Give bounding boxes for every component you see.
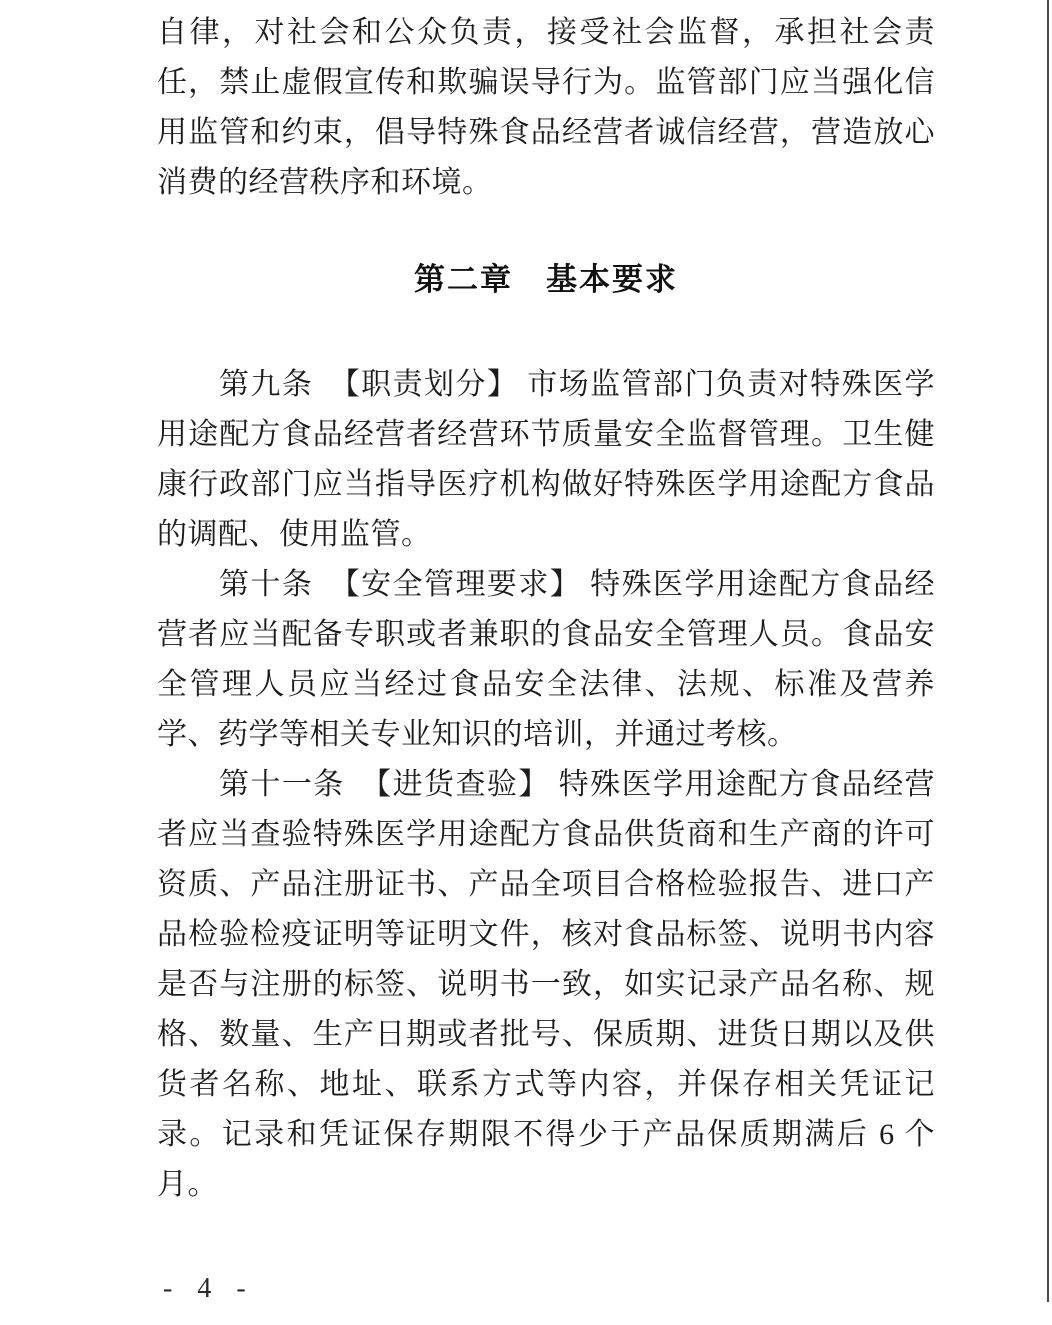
paragraph-continuation: 自律，对社会和公众负责，接受社会监督，承担社会责任，禁止虚假宣传和欺骗误导行为。监管部门应当强化信用监管和约束，倡导特殊食品经营者诚信经营，营造放心消费的经营秩序和环境。: [157, 16, 935, 199]
article-paragraph-10: 第十条 【安全管理要求】 特殊医学用途配方食品经营者应当配备专职或者兼职的食品安全管理人员。食品安全管理人员应当经过食品安全法律、法规、标准及营养学、药学等相关专业知识的培训，并通过考核。: [157, 568, 935, 751]
page-scan-edge-line: [1047, 0, 1049, 1302]
page-number: - 4 -: [163, 1273, 255, 1304]
chapter-heading: 第二章 基本要求: [414, 262, 678, 297]
article-paragraph-11: 第十一条 【进货查验】 特殊医学用途配方食品经营者应当查验特殊医学用途配方食品供货商和生产商的许可资质、产品注册证书、产品全项目合格检验报告、进口产品检验检疫证明等证明文件，核对食品标签、说明书内容是否与注册的标签、说明书一致，如实记录产品名称、规格、数量、生产日期或者批号、保质期、进货日期以及供货者名称、地址、联系方式等内容，并保存相关凭证记录。记录和凭证保存期限不得少于产品保质期满后 6 个月。: [157, 768, 935, 1201]
article-paragraph-9: 第九条 【职责划分】 市场监管部门负责对特殊医学用途配方食品经营者经营环节质量安全监督管理。卫生健康行政部门应当指导医疗机构做好特殊医学用途配方食品的调配、使用监管。: [157, 368, 935, 551]
body-text-column: [157, 8, 935, 1210]
